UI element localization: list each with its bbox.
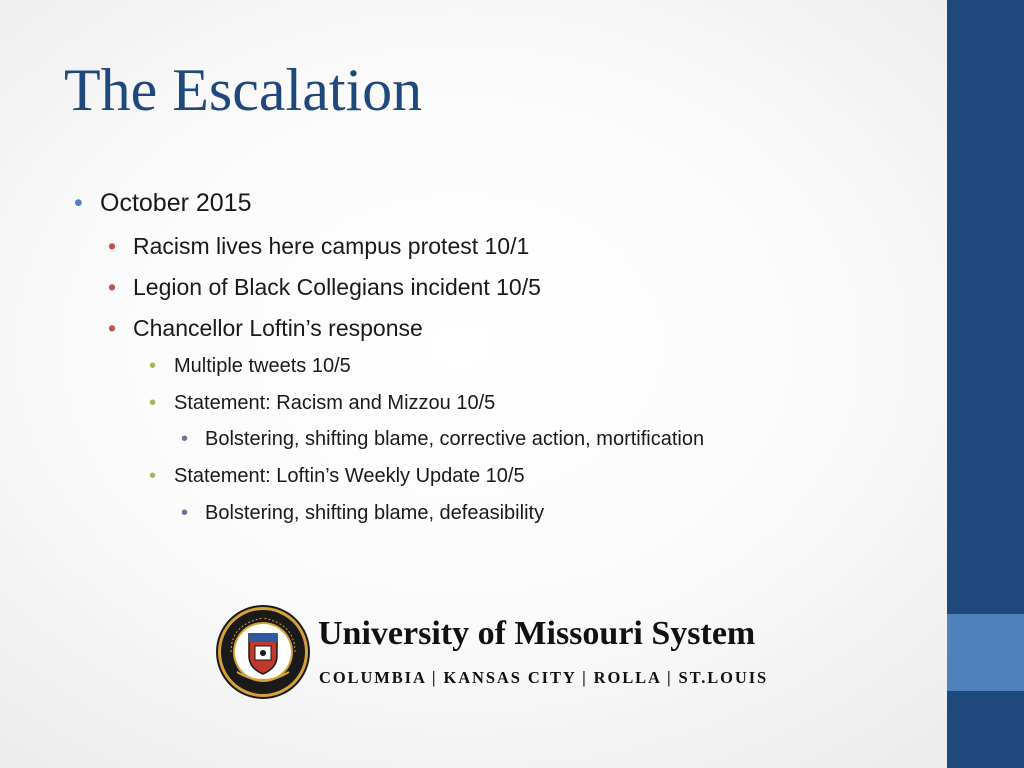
bullet-marker: • <box>181 502 189 524</box>
sidebar-accent-block <box>947 614 1024 691</box>
slide-title: The Escalation <box>64 57 423 123</box>
bullet-text: October 2015 <box>100 189 252 217</box>
bullet-text: Statement: Racism and Mizzou 10/5 <box>174 392 496 414</box>
bullet-marker: • <box>181 428 189 450</box>
bullet-item <box>149 392 496 415</box>
bullet-item <box>108 315 423 342</box>
bullet-text: Bolstering, shifting blame, defeasibility <box>205 502 545 524</box>
university-seal-icon <box>215 604 311 700</box>
university-logo <box>215 604 815 704</box>
bullet-text: Statement: Loftin’s Weekly Update 10/5 <box>174 465 525 487</box>
bullet-marker: • <box>108 274 117 300</box>
logo-title: University of Missouri System <box>318 615 756 652</box>
bullet-item <box>149 465 525 488</box>
bullet-item <box>74 189 252 218</box>
logo-campuses: COLUMBIA | KANSAS CITY | ROLLA | ST.LOUIS <box>319 668 769 687</box>
bullet-item <box>181 428 705 451</box>
bullet-text: Legion of Black Collegians incident 10/5 <box>133 274 541 300</box>
bullet-marker: • <box>149 392 157 414</box>
bullet-marker: • <box>149 465 157 487</box>
bullet-text: Racism lives here campus protest 10/1 <box>133 233 530 259</box>
bullet-text: Chancellor Loftin’s response <box>133 315 423 341</box>
bullet-text: Multiple tweets 10/5 <box>174 355 351 377</box>
bullet-item <box>108 233 530 260</box>
bullet-item <box>181 502 545 525</box>
bullet-text: Bolstering, shifting blame, corrective action, mortification <box>205 428 705 450</box>
bullet-marker: • <box>74 189 83 217</box>
bullet-item <box>108 274 541 301</box>
bullet-marker: • <box>149 355 157 377</box>
bullet-marker: • <box>108 315 117 341</box>
bullet-marker: • <box>108 233 117 259</box>
bullet-item <box>149 355 351 378</box>
